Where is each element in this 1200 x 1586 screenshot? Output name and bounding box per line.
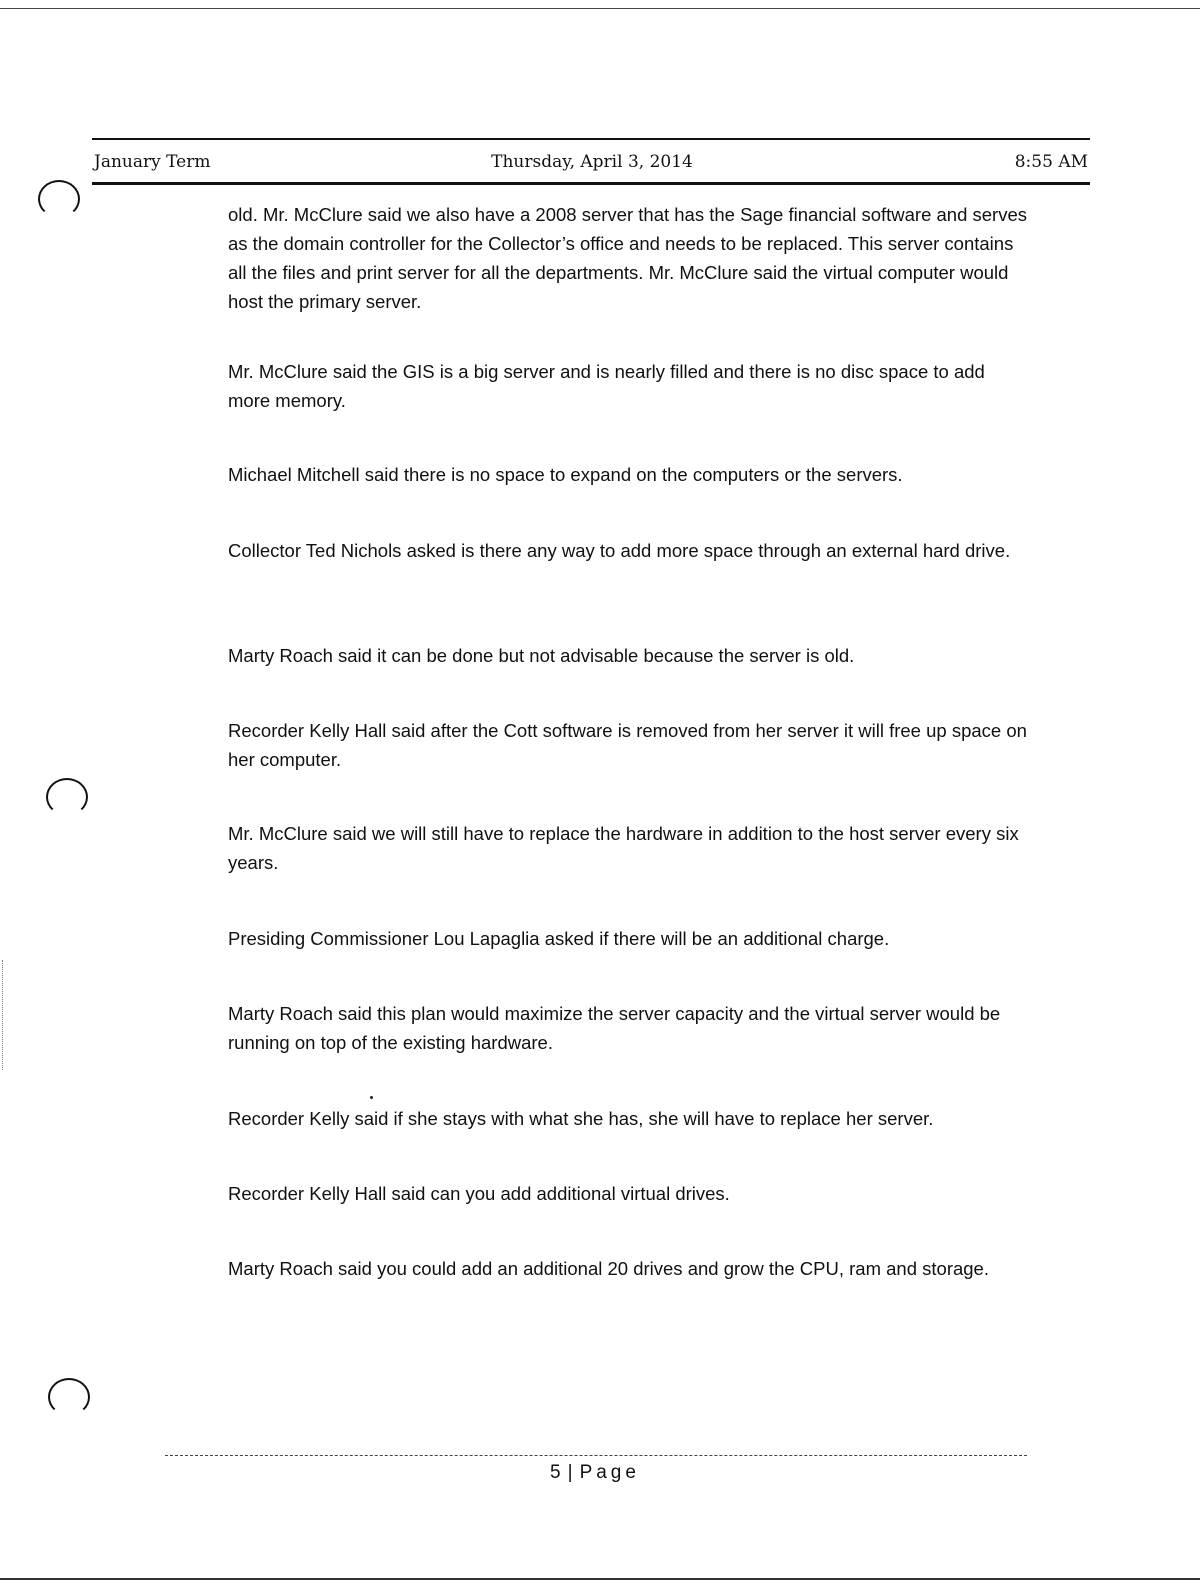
punch-hole-bottom (48, 1378, 90, 1416)
paragraph: Recorder Kelly said if she stays with what she has, she will have to replace her server. (228, 1108, 934, 1129)
paragraph: Recorder Kelly Hall said after the Cott software is removed from her server it will free up space on her computer. (228, 720, 1027, 770)
page-number: 5 (550, 1462, 562, 1483)
header-term: January Term (94, 152, 211, 172)
footer-rule (165, 1455, 1027, 1456)
paragraph: Recorder Kelly Hall said can you add additional virtual drives. (228, 1183, 730, 1204)
header-time: 8:55 AM (1014, 152, 1088, 172)
header-date: Thursday, April 3, 2014 (491, 152, 693, 172)
page-separator: | (567, 1462, 574, 1483)
paragraph: Michael Mitchell said there is no space to expand on the computers or the servers. (228, 464, 903, 485)
paragraph: Marty Roach said it can be done but not advisable because the server is old. (228, 645, 855, 666)
paragraph: Presiding Commissioner Lou Lapaglia asked if there will be an additional charge. (228, 928, 890, 949)
paragraph: Marty Roach said this plan would maximize the server capacity and the virtual server would be running on top of the existing hardware. (228, 1003, 1001, 1053)
scan-top-edge (0, 8, 1200, 9)
punch-hole-middle (46, 778, 88, 816)
paragraph: Marty Roach said you could add an additional 20 drives and grow the CPU, ram and storage. (228, 1258, 989, 1279)
scan-bottom-edge (0, 1578, 1200, 1580)
scan-left-edge (2, 960, 3, 1070)
paragraph: Mr. McClure said the GIS is a big server and is nearly filled and there is no disc space to add more memory. (228, 361, 985, 411)
paragraph: Collector Ted Nichols asked is there any way to add more space through an external hard drive. (228, 540, 1011, 561)
page-header (92, 138, 1090, 186)
page-footer (0, 1462, 1190, 1484)
page-label: Page (579, 1462, 640, 1483)
header-rule-top (92, 138, 1090, 140)
paragraph: old. Mr. McClure said we also have a 2008 server that has the Sage financial software and serves as the domain controller for the Collector’s office and needs to be replaced. This server contains all the files and print server for all the departments. Mr. McClure said the virtual computer would host the primary server. (228, 204, 1028, 312)
paragraph: Mr. McClure said we will still have to replace the hardware in addition to the host server every six years. (228, 823, 1019, 873)
header-rule-bottom (92, 182, 1090, 185)
punch-hole-top (38, 180, 80, 218)
scan-speck (370, 1096, 373, 1099)
